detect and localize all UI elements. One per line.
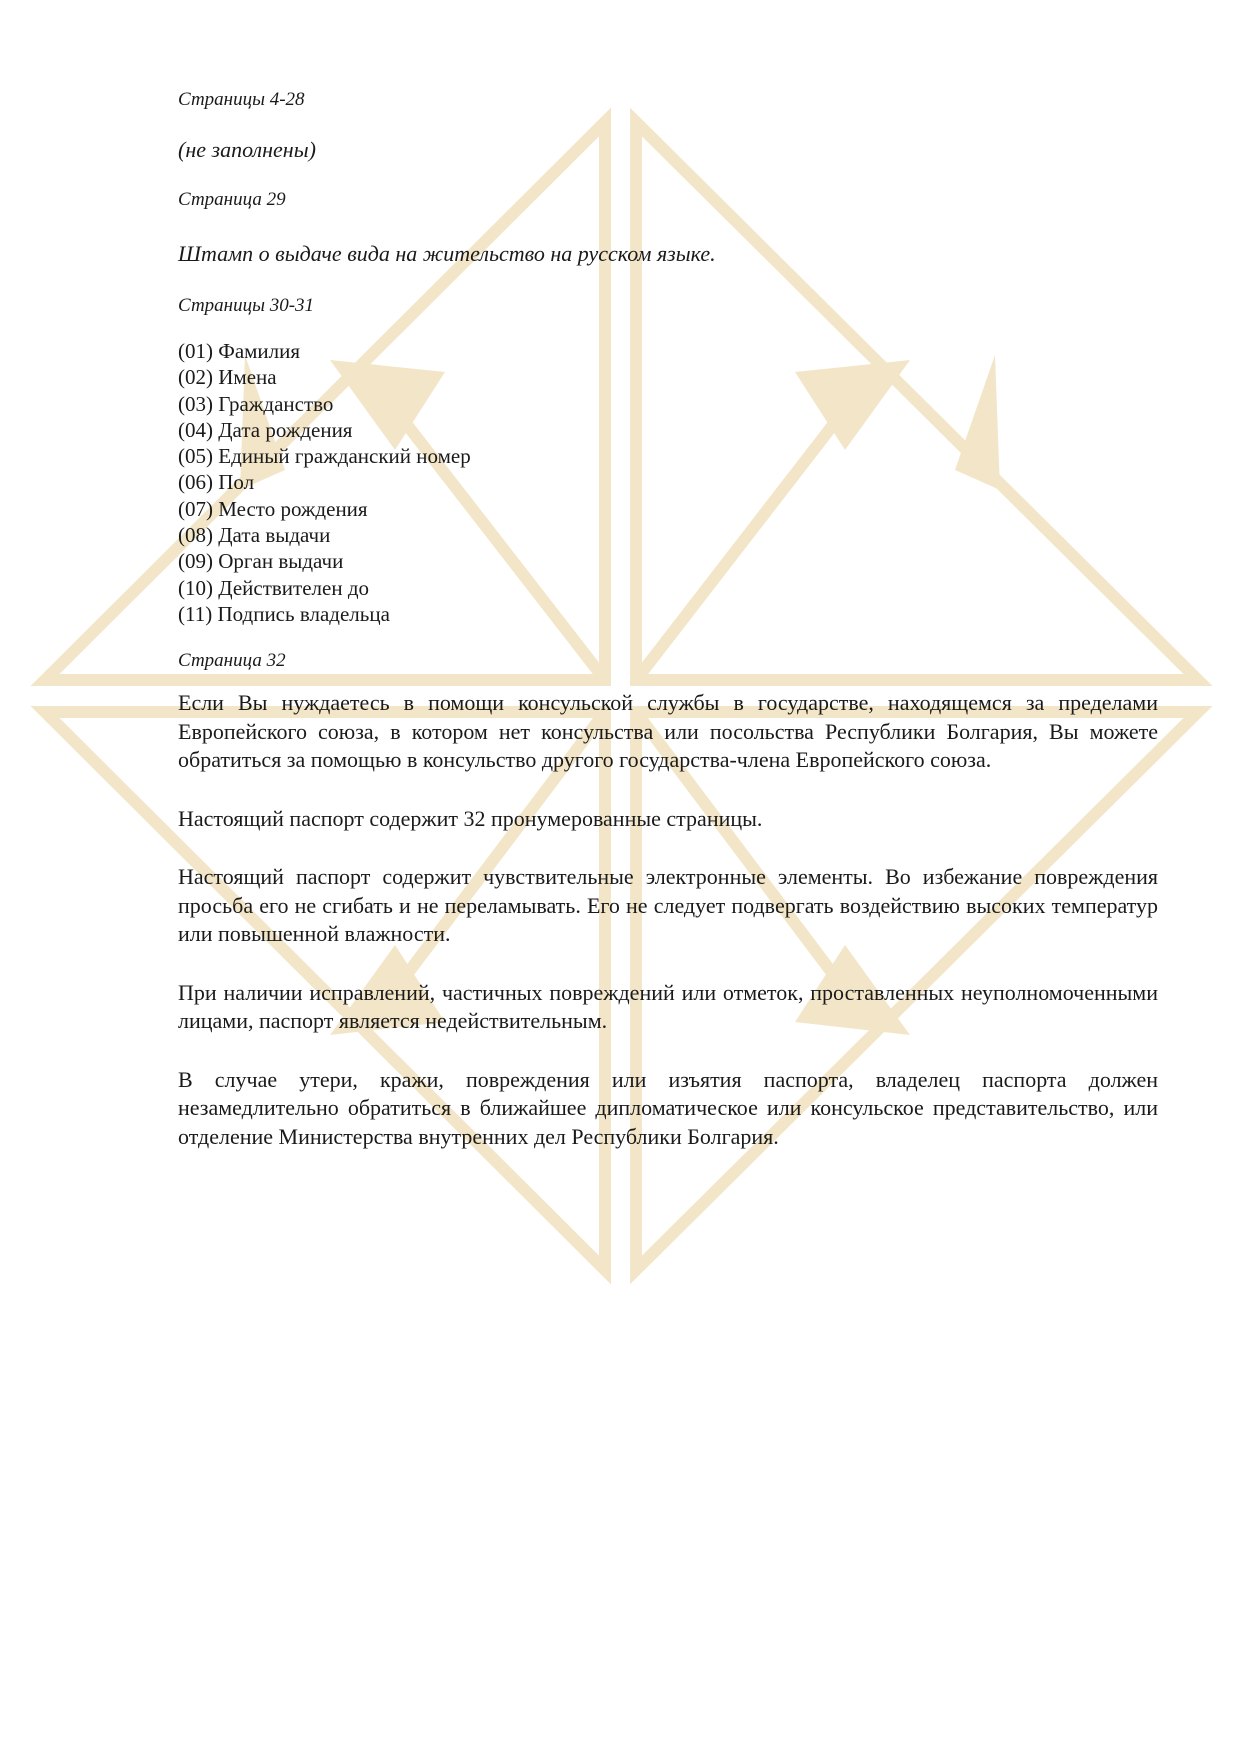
section-heading-page-32: Страница 32: [178, 650, 286, 672]
list-item: (02) Имена: [178, 365, 277, 390]
paragraph-page-count: Настоящий паспорт содержит 32 пронумерованные страницы.: [178, 805, 763, 831]
list-item: (03) Гражданство: [178, 391, 334, 416]
list-item: (10) Действителен до: [178, 575, 369, 600]
section-note-residence-stamp: Штамп о выдаче вида на жительство на русском языке.: [178, 241, 716, 266]
paragraph-loss-procedure: В случае утери, кражи, повреждения или изъятия паспорта, владелец паспорта должен незамедлительно обратиться в ближайшее дипломатическое или консульское представительство, или отделение Министерства внутренних дел Республики Болгария.: [178, 1066, 1158, 1149]
list-item: (04) Дата рождения: [178, 417, 353, 442]
list-item: (08) Дата выдачи: [178, 523, 331, 548]
list-item: (09) Орган выдачи: [178, 549, 344, 574]
section-heading-pages-4-28: Страницы 4-28: [178, 89, 305, 110]
section-heading-page-29: Страница 29: [178, 189, 286, 210]
paragraph-invalidity: При наличии исправлений, частичных повреждений или отметок, проставленных неуполномоченными лицами, паспорт является недействительным.: [178, 979, 1158, 1034]
paragraph-electronic-elements: Настоящий паспорт содержит чувствительные электронные элементы. Во избежание повреждения просьба его не сгибать и не переламывать. Его не следует подвергать воздействию высоких температур или повышенной влажности.: [178, 864, 1158, 947]
list-item: (01) Фамилия: [178, 339, 301, 363]
paragraph-consular-help: Если Вы нуждаетесь в помощи консульской службы в государстве, находящемся за пределами Европейского союза, в котором нет консульства или посольства Республики Болгария, Вы можете обратиться за помощью в консульство другого государства-члена Европейского союза.: [178, 690, 1158, 773]
section-note-unfilled: (не заполнены): [178, 137, 316, 162]
list-item: (05) Единый гражданский номер: [178, 444, 471, 469]
list-item: (07) Место рождения: [178, 496, 368, 521]
document-body: [178, 88, 1158, 1151]
list-item: (06) Пол: [178, 470, 255, 495]
field-list: [178, 338, 1158, 627]
list-item: (11) Подпись владельца: [178, 601, 390, 626]
section-heading-pages-30-31: Страницы 30-31: [178, 295, 315, 316]
